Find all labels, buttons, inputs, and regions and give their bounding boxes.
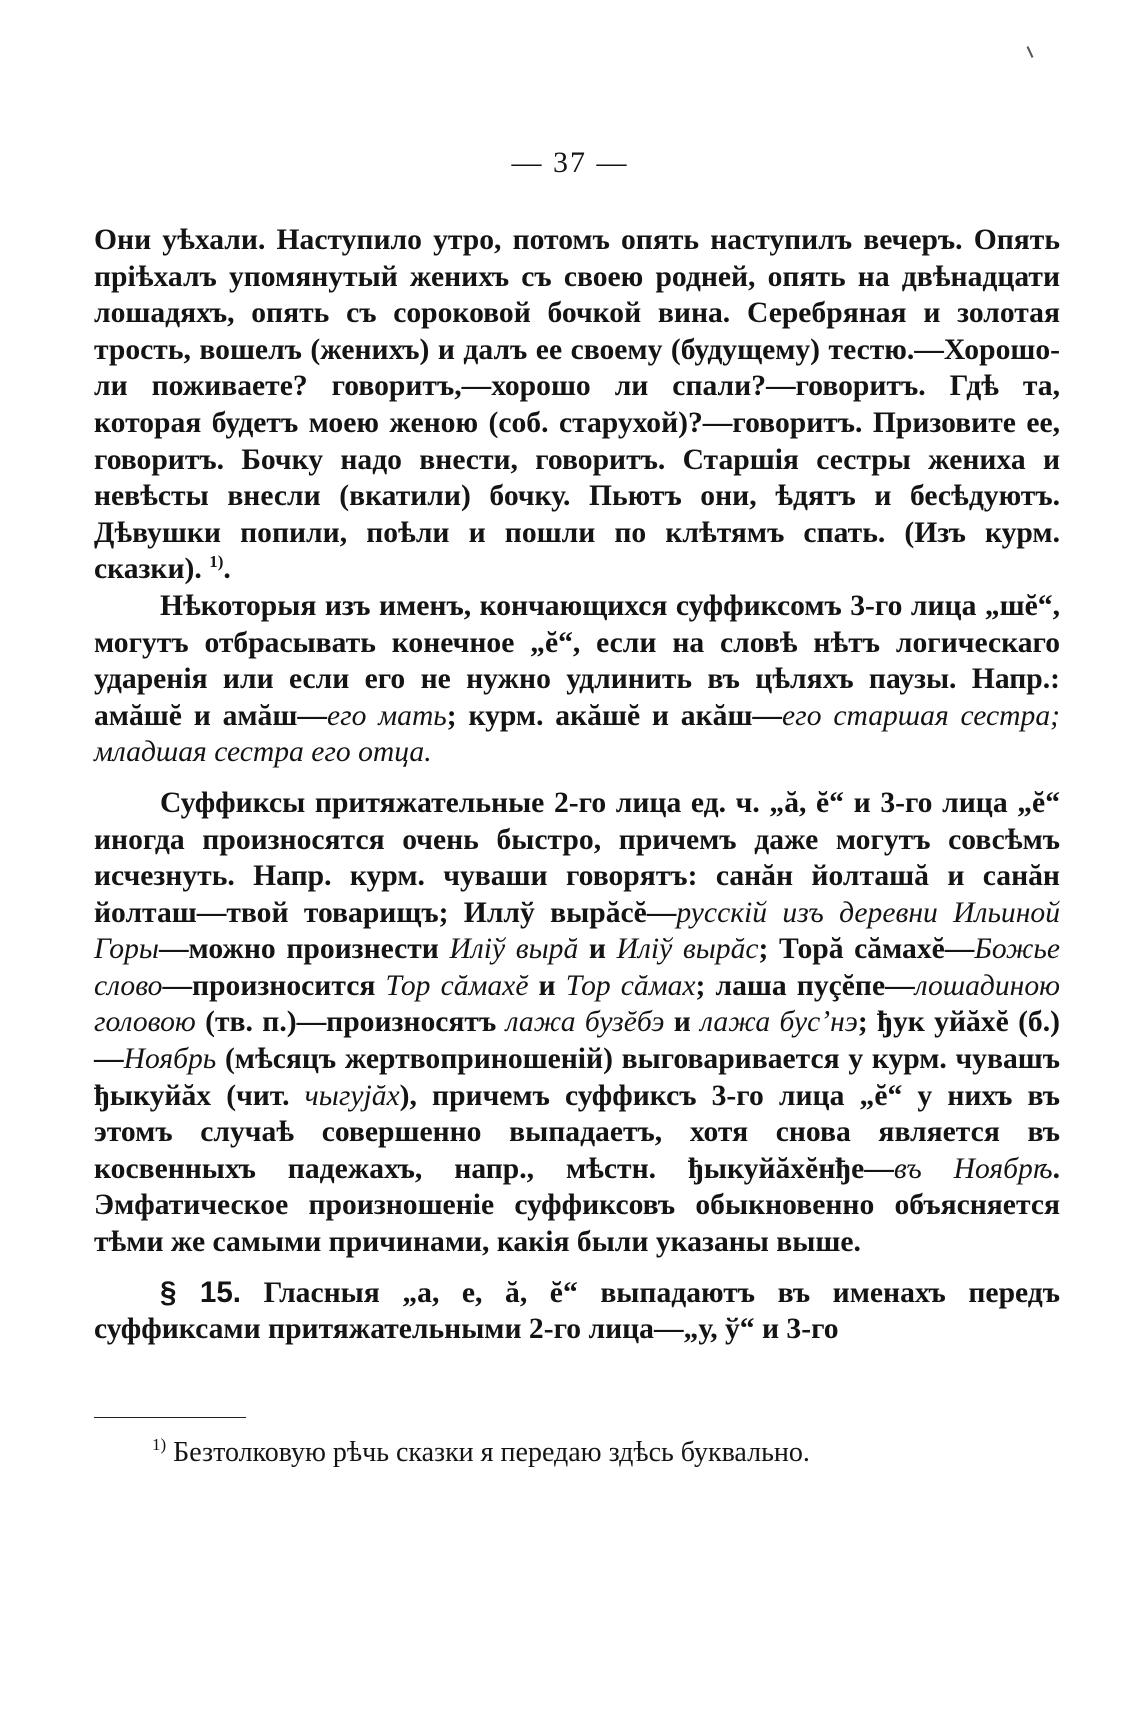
para3-gloss-7: лошадиною головою <box>94 969 1060 1039</box>
paragraph-story: Они уѣхали. Наступило утро, потомъ опять наступилъ вечеръ. Опять прiѣхалъ упомянутый женихъ съ своею родней, опять на двѣнадцати лошадяхъ, опять съ сороковой бочкой вина. Серебряная и золотая трость, вошелъ (женихъ) и далъ ее своему (будущему) тестю.—Хорошо-ли поживаете? говоритъ,—хорошо ли спали?—говоритъ. Гдѣ та, которая будетъ моею женою (соб. старухой)?—говоритъ. Призовите ее, говоритъ. Бочку надо внести, говоритъ. Старшiя сестры жениха и невѣсты внесли (вкатили) бочку. Пьютъ они, ѣдятъ и бесѣдуютъ. Дѣвушки попили, поѣли и пошли по клѣтямъ спать. (Изъ курм. сказки). $^{1)}$. <box>94 224 1060 586</box>
para3-gloss-6: Тор сăмах <box>565 969 696 1002</box>
para3-text-2: —можно произнести <box>158 933 450 966</box>
paragraph-suffix-3rd-person <box>94 588 1060 771</box>
para3-text-5: —произносится <box>162 969 386 1002</box>
para2-text-2: ; курм. акăшĕ и акăш— <box>446 699 783 732</box>
para3-text-1: Суффиксы притяжательные 2-го лица ед. ч. „ă, ĕ“ и 3-го лица „ĕ“ иногда произносятся очень быстро, причемъ даже могутъ совсѣмъ исчезнуть. Напр. курм. чуваши говорятъ: санăн йолташă и санăн йолташ—твой товарищъ; Иллў вырăсĕ— <box>94 786 1060 929</box>
footnote-reference: 1) <box>209 552 224 572</box>
para3-gloss-2: Иліў вырă <box>449 933 579 966</box>
para3-text-13: . Эмфатическое произношенiе суффиксовъ обыкновенно объясняется тѣми же самыми причинами, какiя были указаны выше. <box>94 1152 1061 1259</box>
para2-text-1: Нѣкоторыя изъ именъ, кончающихся суффиксомъ 3-го лица „шĕ“, могутъ отбрасывать конечное „ĕ“, если на словѣ нѣтъ логическаго ударенiя или если его не нужно удлинить въ цѣляхъ паузы. Напр.: амăшĕ и амăш— <box>94 589 1060 732</box>
footnote-divider <box>94 1417 246 1418</box>
para3-text-9: и <box>664 1006 701 1039</box>
para2-gloss-1: его мать <box>326 699 447 732</box>
para3-gloss-12: въ Ноябрѣ <box>893 1152 1053 1185</box>
footnote <box>94 1436 1060 1470</box>
para3-text-12: ), причемъ суффиксъ 3-го лица „ĕ“ у нихъ въ этомъ случаѣ совершенно выпадаетъ, хотя снова является въ косвенныхъ падежахъ, напр., мѣстн. ђыкуйăхĕнђе— <box>94 1079 1060 1185</box>
para3-text-4: ; Торă сăмахĕ— <box>758 933 975 966</box>
para3-gloss-5: Тор сăмахĕ <box>385 969 529 1002</box>
section-number: § 15. <box>160 1275 241 1309</box>
scan-speck <box>1027 46 1034 58</box>
footnote-marker: 1) <box>152 1435 167 1454</box>
footnote-text: Безтолковую рѣчь сказки я передаю здѣсь буквально. <box>173 1437 810 1468</box>
para3-text-7: ; лаша пуçĕпе— <box>695 969 915 1002</box>
main-text <box>94 222 1060 1348</box>
para3-gloss-4: Божье слово <box>94 933 1061 1002</box>
para3-gloss-1: русскiй изъ деревни Ильиной Горы <box>94 896 1060 966</box>
para3-gloss-9: лажа бусʼнэ <box>700 1006 858 1039</box>
page-number: — 37 — <box>511 146 629 179</box>
para3-text-6: и <box>528 969 566 1002</box>
para3-text-11: (мѣсяцъ жертвоприношенiй) выговаривается у курм. чувашъ ђыкуйăх (чит. <box>94 1043 1060 1112</box>
para3-gloss-3: Иліў вырăс <box>616 933 759 966</box>
section-15-heading-paragraph <box>94 1275 1060 1348</box>
para3-text-8: (тв. п.)—произносятъ <box>195 1006 506 1039</box>
para3-gloss-8: лажа бузĕбэ <box>505 1006 665 1039</box>
paragraph-story-text: Они уѣхали. Наступило утро, потомъ опять наступилъ вечеръ. Опять прiѣхалъ упомянутый женихъ съ своею родней, опять на двѣнадцати лошадяхъ, опять съ сороковой бочкой вина. Серебряная и золотая трость, вошелъ (женихъ) и далъ ее своему (будущему) тестю.—Хорошо-ли поживаете? говоритъ,—хорошо ли спали?—говоритъ. Гдѣ та, которая будетъ моею женою (соб. старухой)?—говоритъ. Призовите ее, говоритъ. Бочку надо внести, говоритъ. Старшiя сестры жениха и невѣсты внесли (вкатили) бочку. Пьютъ они, ѣдятъ и бесѣдуютъ. Дѣвушки попили, поѣли и пошли по клѣтямъ спать. (Изъ курм. сказки). <box>94 224 1060 586</box>
para3-text-3: и <box>578 933 617 966</box>
paragraph-possessive-suffixes <box>94 785 1060 1261</box>
para3-gloss-10: Ноябрь <box>123 1043 217 1076</box>
para3-gloss-11: чыгујăх <box>304 1079 400 1112</box>
section-15-text: Гласныя „а, е, ă, ĕ“ выпадаютъ въ именахъ передъ суффиксами притяжательными 2-го лица—„у, ў“ и 3-го <box>94 1276 1060 1346</box>
para3-text-10: ; ђук уйăхĕ (б.)— <box>94 1006 1060 1076</box>
para2-gloss-2: его старшая сестра; младшая сестра его отца. <box>94 699 1060 769</box>
